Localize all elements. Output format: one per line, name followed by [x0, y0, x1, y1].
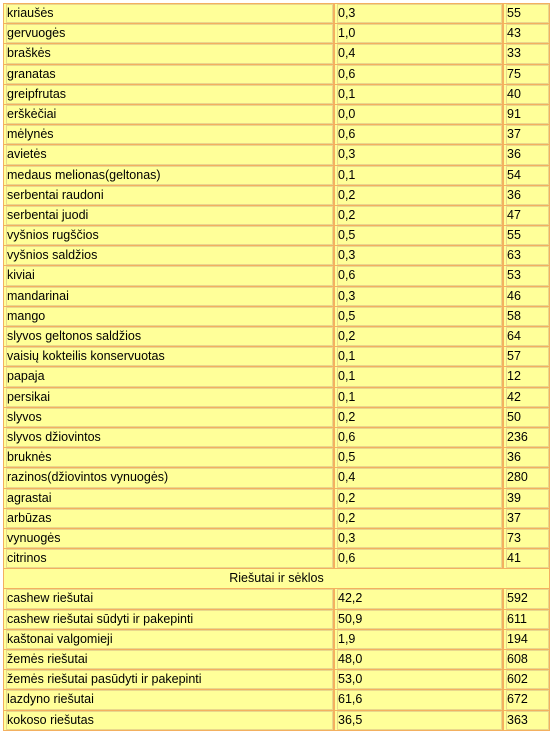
food-name-cell — [4, 509, 335, 529]
fat-value-cell-text: 0,6 — [337, 266, 502, 285]
food-name-cell-text: gervuogės — [6, 24, 333, 43]
fat-value-cell-text: 0,3 — [337, 246, 502, 265]
table-row — [4, 145, 550, 165]
food-name-cell-text: cashew riešutai sūdyti ir pakepinti — [6, 610, 333, 629]
fat-value-cell-text: 0,3 — [337, 4, 502, 23]
food-name-cell — [4, 44, 335, 64]
food-name-cell-text: citrinos — [6, 549, 333, 568]
food-name-cell — [4, 670, 335, 690]
kcal-value-cell-text: 41 — [506, 549, 549, 568]
kcal-value-cell — [504, 468, 550, 488]
table-row — [4, 65, 550, 85]
fat-value-cell-text: 0,1 — [337, 85, 502, 104]
kcal-value-cell-text: 58 — [506, 307, 549, 326]
kcal-value-cell — [504, 388, 550, 408]
kcal-value-cell — [504, 711, 550, 731]
fat-value-cell-text: 0,1 — [337, 347, 502, 366]
kcal-value-cell-text: 46 — [506, 287, 549, 306]
kcal-value-cell — [504, 4, 550, 24]
table-row — [4, 307, 550, 327]
food-name-cell-text: arbūzas — [6, 509, 333, 528]
kcal-value-cell — [504, 428, 550, 448]
kcal-value-cell-text: 55 — [506, 226, 549, 245]
kcal-value-cell — [504, 610, 550, 630]
food-name-cell — [4, 711, 335, 731]
table-row — [4, 85, 550, 105]
section-header-row — [4, 569, 550, 589]
kcal-value-cell — [504, 85, 550, 105]
fat-value-cell — [335, 125, 504, 145]
food-name-cell-text: razinos(džiovintos vynuogės) — [6, 468, 333, 487]
fat-value-cell — [335, 468, 504, 488]
food-name-cell — [4, 468, 335, 488]
kcal-value-cell-text: 50 — [506, 408, 549, 427]
fat-value-cell-text: 36,5 — [337, 711, 502, 730]
fat-value-cell-text: 0,6 — [337, 549, 502, 568]
kcal-value-cell — [504, 489, 550, 509]
food-name-cell-text: vyšnios saldžios — [6, 246, 333, 265]
kcal-value-cell — [504, 186, 550, 206]
food-name-cell-text: žemės riešutai — [6, 650, 333, 669]
food-name-cell — [4, 105, 335, 125]
kcal-value-cell-text: 37 — [506, 125, 549, 144]
food-name-cell — [4, 226, 335, 246]
kcal-value-cell-text: 57 — [506, 347, 549, 366]
fruit-rows — [4, 4, 550, 569]
kcal-value-cell — [504, 327, 550, 347]
kcal-value-cell — [504, 529, 550, 549]
food-name-cell-text: vyšnios rugščios — [6, 226, 333, 245]
kcal-value-cell — [504, 166, 550, 186]
fat-value-cell — [335, 489, 504, 509]
kcal-value-cell-text: 602 — [506, 670, 549, 689]
food-name-cell — [4, 145, 335, 165]
food-name-cell — [4, 24, 335, 44]
kcal-value-cell-text: 672 — [506, 690, 549, 709]
table-row — [4, 711, 550, 731]
kcal-value-cell-text: 33 — [506, 44, 549, 63]
food-name-cell — [4, 327, 335, 347]
fat-value-cell — [335, 246, 504, 266]
kcal-value-cell-text: 194 — [506, 630, 549, 649]
nutrition-table — [3, 3, 550, 731]
fat-value-cell — [335, 630, 504, 650]
table-row — [4, 388, 550, 408]
fat-value-cell-text: 0,0 — [337, 105, 502, 124]
fat-value-cell — [335, 85, 504, 105]
table-row — [4, 4, 550, 24]
fat-value-cell — [335, 711, 504, 731]
kcal-value-cell-text: 64 — [506, 327, 549, 346]
fat-value-cell — [335, 367, 504, 387]
kcal-value-cell-text: 36 — [506, 448, 549, 467]
fat-value-cell — [335, 307, 504, 327]
fat-value-cell-text: 1,0 — [337, 24, 502, 43]
fat-value-cell — [335, 690, 504, 710]
food-name-cell — [4, 589, 335, 609]
kcal-value-cell — [504, 347, 550, 367]
fat-value-cell — [335, 4, 504, 24]
kcal-value-cell — [504, 367, 550, 387]
food-name-cell-text: bruknės — [6, 448, 333, 467]
food-name-cell-text: braškės — [6, 44, 333, 63]
table-row — [4, 44, 550, 64]
table-row — [4, 206, 550, 226]
kcal-value-cell — [504, 24, 550, 44]
table-row — [4, 610, 550, 630]
kcal-value-cell-text: 40 — [506, 85, 549, 104]
food-name-cell-text: serbentai juodi — [6, 206, 333, 225]
fat-value-cell — [335, 226, 504, 246]
food-name-cell — [4, 529, 335, 549]
fat-value-cell — [335, 287, 504, 307]
table-row — [4, 246, 550, 266]
fat-value-cell — [335, 186, 504, 206]
fat-value-cell — [335, 266, 504, 286]
food-name-cell — [4, 408, 335, 428]
fat-value-cell-text: 0,1 — [337, 367, 502, 386]
kcal-value-cell — [504, 448, 550, 468]
fat-value-cell — [335, 408, 504, 428]
food-name-cell-text: granatas — [6, 65, 333, 84]
fat-value-cell-text: 0,2 — [337, 327, 502, 346]
food-name-cell-text: kiviai — [6, 266, 333, 285]
food-name-cell — [4, 630, 335, 650]
fat-value-cell — [335, 589, 504, 609]
kcal-value-cell — [504, 630, 550, 650]
fat-value-cell — [335, 509, 504, 529]
food-name-cell-text: mango — [6, 307, 333, 326]
table-row — [4, 24, 550, 44]
table-row — [4, 287, 550, 307]
fat-value-cell-text: 0,1 — [337, 388, 502, 407]
fat-value-cell-text: 0,6 — [337, 428, 502, 447]
fat-value-cell — [335, 24, 504, 44]
section-title: Riešutai ir sėklos — [229, 571, 324, 586]
fat-value-cell — [335, 650, 504, 670]
fat-value-cell — [335, 549, 504, 569]
kcal-value-cell — [504, 105, 550, 125]
kcal-value-cell — [504, 44, 550, 64]
kcal-value-cell-text: 592 — [506, 589, 549, 608]
kcal-value-cell-text: 63 — [506, 246, 549, 265]
food-name-cell-text: persikai — [6, 388, 333, 407]
fat-value-cell-text: 1,9 — [337, 630, 502, 649]
table-row — [4, 589, 550, 609]
fat-value-cell-text: 53,0 — [337, 670, 502, 689]
table-row — [4, 327, 550, 347]
fat-value-cell-text: 48,0 — [337, 650, 502, 669]
fat-value-cell — [335, 145, 504, 165]
food-name-cell — [4, 206, 335, 226]
fat-value-cell — [335, 448, 504, 468]
kcal-value-cell-text: 36 — [506, 186, 549, 205]
food-name-cell — [4, 287, 335, 307]
kcal-value-cell — [504, 549, 550, 569]
table-row — [4, 670, 550, 690]
kcal-value-cell-text: 42 — [506, 388, 549, 407]
food-name-cell — [4, 388, 335, 408]
kcal-value-cell — [504, 145, 550, 165]
fat-value-cell-text: 0,4 — [337, 468, 502, 487]
fat-value-cell-text: 0,2 — [337, 489, 502, 508]
food-name-cell — [4, 610, 335, 630]
kcal-value-cell — [504, 408, 550, 428]
table-row — [4, 509, 550, 529]
fat-value-cell — [335, 327, 504, 347]
kcal-value-cell-text: 53 — [506, 266, 549, 285]
kcal-value-cell — [504, 287, 550, 307]
kcal-value-cell-text: 12 — [506, 367, 549, 386]
kcal-value-cell-text: 55 — [506, 4, 549, 23]
food-name-cell — [4, 347, 335, 367]
kcal-value-cell-text: 73 — [506, 529, 549, 548]
table-row — [4, 266, 550, 286]
kcal-value-cell-text: 75 — [506, 65, 549, 84]
food-name-cell — [4, 65, 335, 85]
fat-value-cell-text: 0,3 — [337, 287, 502, 306]
food-name-cell-text: mėlynės — [6, 125, 333, 144]
fat-value-cell — [335, 44, 504, 64]
food-name-cell-text: papaja — [6, 367, 333, 386]
food-name-cell-text: kokoso riešutas — [6, 711, 333, 730]
food-name-cell-text: cashew riešutai — [6, 589, 333, 608]
kcal-value-cell — [504, 670, 550, 690]
food-name-cell — [4, 690, 335, 710]
kcal-value-cell — [504, 206, 550, 226]
kcal-value-cell — [504, 65, 550, 85]
food-name-cell — [4, 246, 335, 266]
fat-value-cell-text: 0,2 — [337, 206, 502, 225]
kcal-value-cell-text: 363 — [506, 711, 549, 730]
food-name-cell — [4, 266, 335, 286]
food-name-cell-text: serbentai raudoni — [6, 186, 333, 205]
food-name-cell — [4, 549, 335, 569]
kcal-value-cell-text: 608 — [506, 650, 549, 669]
section-header-cell — [4, 569, 550, 589]
table-row — [4, 529, 550, 549]
kcal-value-cell — [504, 226, 550, 246]
food-name-cell-text: lazdyno riešutai — [6, 690, 333, 709]
table-row — [4, 105, 550, 125]
fat-value-cell — [335, 670, 504, 690]
fat-value-cell-text: 61,6 — [337, 690, 502, 709]
kcal-value-cell-text: 91 — [506, 105, 549, 124]
fat-value-cell-text: 0,6 — [337, 125, 502, 144]
fat-value-cell — [335, 65, 504, 85]
kcal-value-cell — [504, 509, 550, 529]
kcal-value-cell — [504, 125, 550, 145]
food-name-cell-text: avietės — [6, 145, 333, 164]
kcal-value-cell-text: 37 — [506, 509, 549, 528]
food-name-cell — [4, 448, 335, 468]
food-name-cell-text: vaisių kokteilis konservuotas — [6, 347, 333, 366]
food-name-cell-text: vynuogės — [6, 529, 333, 548]
table-row — [4, 690, 550, 710]
fat-value-cell-text: 0,2 — [337, 186, 502, 205]
food-name-cell — [4, 489, 335, 509]
kcal-value-cell — [504, 307, 550, 327]
food-name-cell — [4, 125, 335, 145]
kcal-value-cell — [504, 246, 550, 266]
food-name-cell — [4, 650, 335, 670]
food-name-cell — [4, 166, 335, 186]
kcal-value-cell — [504, 650, 550, 670]
fat-value-cell-text: 0,3 — [337, 529, 502, 548]
table-row — [4, 489, 550, 509]
table-row — [4, 448, 550, 468]
table-row — [4, 549, 550, 569]
food-name-cell-text: kaštonai valgomieji — [6, 630, 333, 649]
fat-value-cell — [335, 610, 504, 630]
kcal-value-cell — [504, 589, 550, 609]
kcal-value-cell-text: 47 — [506, 206, 549, 225]
table-row — [4, 186, 550, 206]
fat-value-cell — [335, 105, 504, 125]
food-name-cell-text: agrastai — [6, 489, 333, 508]
fat-value-cell-text: 0,5 — [337, 226, 502, 245]
kcal-value-cell-text: 54 — [506, 166, 549, 185]
fat-value-cell-text: 0,3 — [337, 145, 502, 164]
kcal-value-cell-text: 236 — [506, 428, 549, 447]
food-name-cell-text: slyvos džiovintos — [6, 428, 333, 447]
food-name-cell — [4, 428, 335, 448]
fat-value-cell-text: 50,9 — [337, 610, 502, 629]
fat-value-cell-text: 42,2 — [337, 589, 502, 608]
table-row — [4, 428, 550, 448]
table-row — [4, 408, 550, 428]
fat-value-cell-text: 0,5 — [337, 307, 502, 326]
food-name-cell-text: erškėčiai — [6, 105, 333, 124]
fat-value-cell-text: 0,1 — [337, 166, 502, 185]
kcal-value-cell-text: 36 — [506, 145, 549, 164]
food-name-cell-text: greipfrutas — [6, 85, 333, 104]
food-name-cell — [4, 367, 335, 387]
fat-value-cell — [335, 529, 504, 549]
table-row — [4, 650, 550, 670]
food-name-cell-text: žemės riešutai pasūdyti ir pakepinti — [6, 670, 333, 689]
fat-value-cell — [335, 388, 504, 408]
table-row — [4, 468, 550, 488]
fat-value-cell — [335, 428, 504, 448]
kcal-value-cell-text: 280 — [506, 468, 549, 487]
fat-value-cell-text: 0,5 — [337, 448, 502, 467]
fat-value-cell-text: 0,2 — [337, 509, 502, 528]
table-row — [4, 347, 550, 367]
fat-value-cell-text: 0,6 — [337, 65, 502, 84]
table-row — [4, 125, 550, 145]
fat-value-cell — [335, 166, 504, 186]
fat-value-cell — [335, 206, 504, 226]
fat-value-cell — [335, 347, 504, 367]
food-name-cell — [4, 307, 335, 327]
table-row — [4, 226, 550, 246]
food-name-cell-text: kriaušės — [6, 4, 333, 23]
kcal-value-cell-text: 43 — [506, 24, 549, 43]
food-name-cell — [4, 85, 335, 105]
food-name-cell — [4, 186, 335, 206]
table-row — [4, 367, 550, 387]
kcal-value-cell-text: 611 — [506, 610, 549, 629]
food-name-cell-text: mandarinai — [6, 287, 333, 306]
table-row — [4, 630, 550, 650]
food-name-cell-text: medaus melionas(geltonas) — [6, 166, 333, 185]
food-name-cell-text: slyvos — [6, 408, 333, 427]
kcal-value-cell — [504, 690, 550, 710]
fat-value-cell-text: 0,4 — [337, 44, 502, 63]
food-name-cell — [4, 4, 335, 24]
kcal-value-cell-text: 39 — [506, 489, 549, 508]
nut-rows — [4, 589, 550, 730]
fat-value-cell-text: 0,2 — [337, 408, 502, 427]
food-name-cell-text: slyvos geltonos saldžios — [6, 327, 333, 346]
table-row — [4, 166, 550, 186]
kcal-value-cell — [504, 266, 550, 286]
